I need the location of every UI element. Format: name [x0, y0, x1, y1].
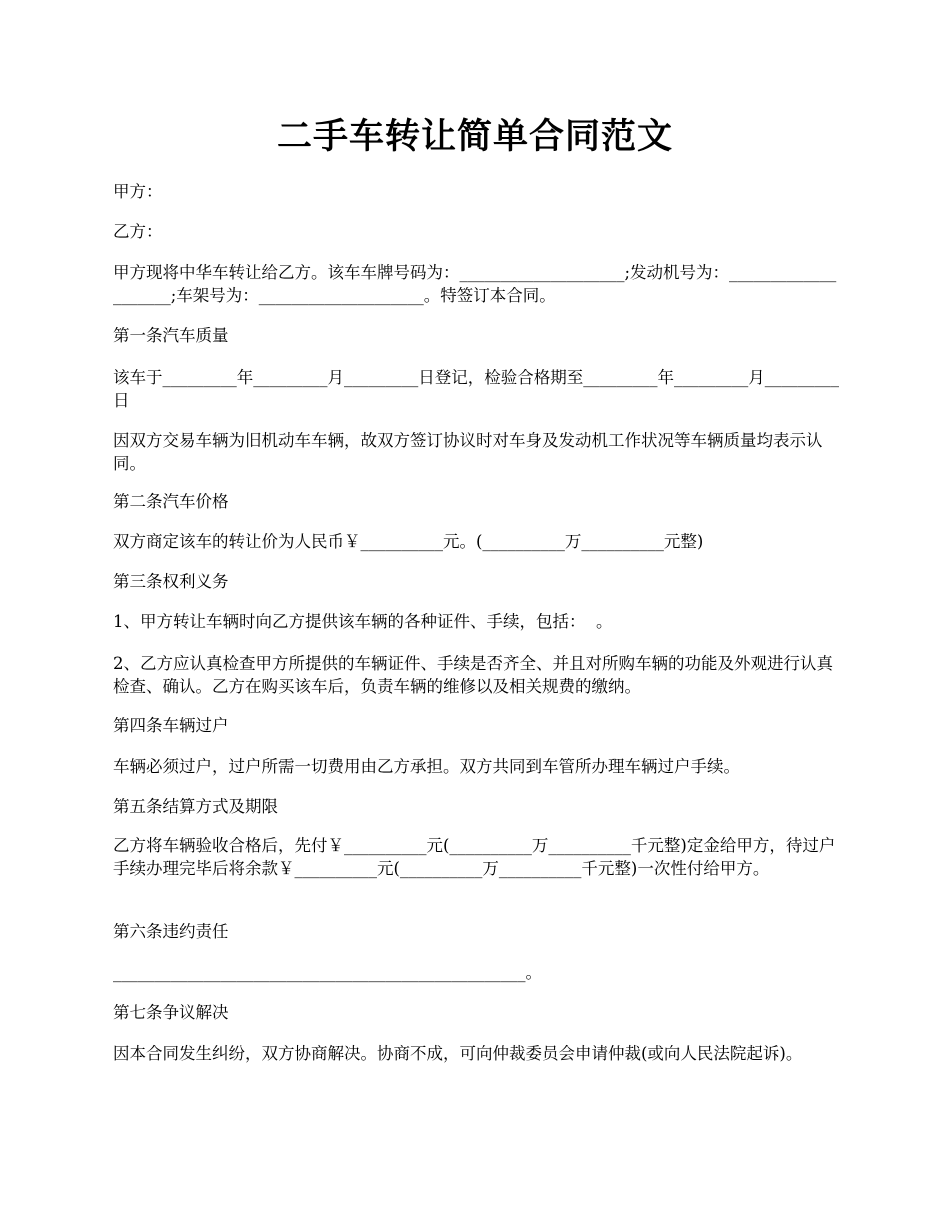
- article-7-paragraph-1: 因本合同发生纠纷，双方协商解决。协商不成，可向仲裁委员会申请仲裁(或向人民法院起诉)。: [113, 1044, 803, 1063]
- article-3-heading: 第三条权利义务: [113, 572, 229, 591]
- article-5-heading: 第五条结算方式及期限: [113, 797, 278, 816]
- article-3-paragraph-2: 2、乙方应认真检查甲方所提供的车辆证件、手续是否齐全、并且对所购车辆的功能及外观进行认真检查、确认。乙方在购买该车后，负责车辆的维修以及相关规费的缴纳。: [113, 654, 833, 696]
- article-3-paragraph-1: 1、甲方转让车辆时向乙方提供该车辆的各种证件、手续，包括： 。: [113, 612, 613, 631]
- article-4-paragraph-1: 车辆必须过户，过户所需一切费用由乙方承担。双方共同到车管所办理车辆过户手续。: [113, 757, 740, 776]
- party-b-line: 乙方：: [113, 222, 163, 241]
- article-6-heading: 第六条违约责任: [113, 922, 229, 941]
- intro-paragraph: 甲方现将中华车转让给乙方。该车车牌号码为：____________________;发动机号为：____________________;车架号为：____________________。特签订本合同。: [113, 263, 837, 305]
- article-1-paragraph-1: 该车于_________年_________月_________日登记，检验合格期至_________年_________月_________日: [113, 368, 839, 410]
- article-6-paragraph-1: __________________________________________________。: [113, 963, 542, 982]
- party-a-line: 甲方：: [113, 182, 163, 201]
- article-2-paragraph-1: 双方商定该车的转让价为人民币￥__________元。(__________万__________元整): [113, 532, 704, 551]
- article-1-paragraph-2: 因双方交易车辆为旧机动车车辆，故双方签订协议时对车身及发动机工作状况等车辆质量均表示认同。: [113, 431, 823, 473]
- document-title: 二手车转让简单合同范文: [276, 116, 673, 157]
- article-1-heading: 第一条汽车质量: [113, 326, 229, 345]
- article-5-paragraph-1: 乙方将车辆验收合格后，先付￥__________元(__________万__________千元整)定金给甲方，待过户手续办理完毕后将余款￥__________元(__________万__________千元整)一次性付给甲方。: [113, 836, 836, 878]
- article-4-heading: 第四条车辆过户: [113, 716, 229, 735]
- article-7-heading: 第七条争议解决: [113, 1003, 229, 1022]
- article-2-heading: 第二条汽车价格: [113, 492, 229, 511]
